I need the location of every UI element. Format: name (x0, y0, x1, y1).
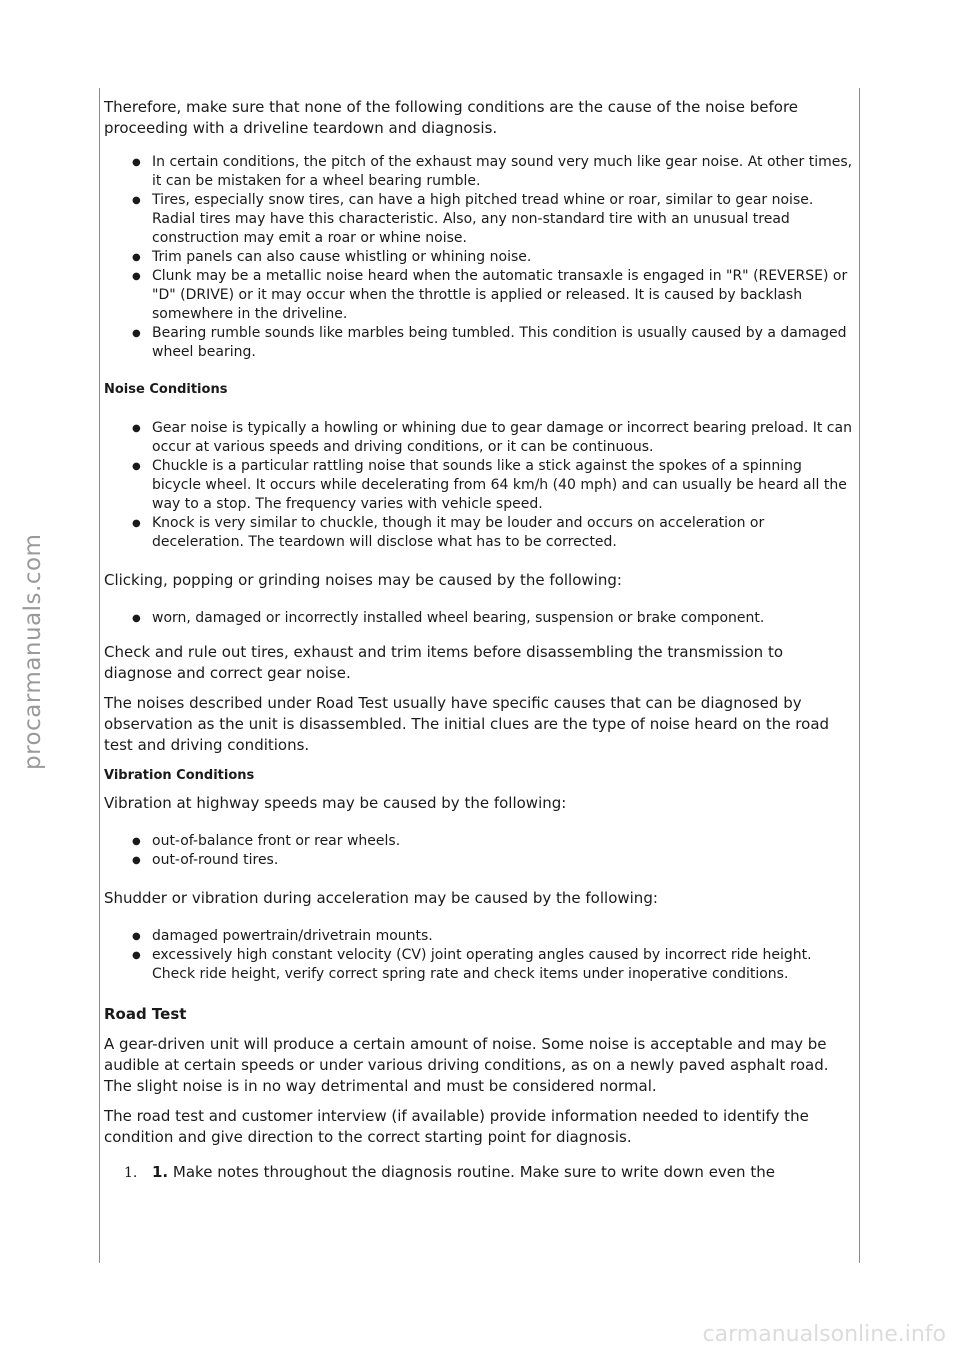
list-item: ● Tires, especially snow tires, can have a high pitched tread whine or roar, similar to gear noise. Radial tires may have this characteristic. Also, any non-standard tire with an unusual tread construction may emit a roar or whine noise. (152, 191, 854, 248)
shudder-list (104, 927, 854, 984)
side-watermark: procarmanuals.com (20, 533, 46, 770)
vibration-paragraph: Vibration at highway speeds may be caused by the following: (104, 794, 567, 812)
list-item: ● out-of-round tires. (152, 851, 854, 870)
list-item: ● Bearing rumble sounds like marbles being tumbled. This condition is usually caused by a damaged wheel bearing. (152, 324, 854, 362)
check-paragraph: Check and rule out tires, exhaust and trim items before disassembling the transmission to diagnose and correct gear noise. (104, 643, 783, 682)
bottom-watermark: carmanualsonline.info (702, 1322, 946, 1347)
clicking-paragraph: Clicking, popping or grinding noises may be caused by the following: (104, 571, 622, 589)
document-body (104, 97, 854, 1183)
noises-paragraph: The noises described under Road Test usually have specific causes that can be diagnosed by observation as the unit is disassembled. The initial clues are the type of noise heard on the road test and driving conditions. (104, 694, 830, 754)
list-item: ● excessively high constant velocity (CV) joint operating angles caused by incorrect ride height. Check ride height, verify correct spring rate and check items under inoperative conditions. (152, 946, 854, 984)
conditions-list (104, 153, 854, 362)
left-rule (99, 88, 100, 1263)
vibration-conditions-heading: Vibration Conditions (104, 768, 255, 783)
intro-paragraph: Therefore, make sure that none of the following conditions are the cause of the noise before proceeding with a driveline teardown and diagnosis. (104, 98, 799, 137)
step-bold-number: 1. (152, 1163, 169, 1181)
list-item: ● Gear noise is typically a howling or whining due to gear damage or incorrect bearing preload. It can occur at various speeds and driving conditions, or it can be continuous. (152, 419, 854, 457)
list-item: ● out-of-balance front or rear wheels. (152, 832, 854, 851)
clicking-list (104, 609, 854, 628)
vibration-list (104, 832, 854, 870)
list-item: ● worn, damaged or incorrectly installed wheel bearing, suspension or brake component. (152, 609, 854, 628)
noise-conditions-heading: Noise Conditions (104, 382, 228, 397)
list-item: ● Knock is very similar to chuckle, though it may be louder and occurs on acceleration or deceleration. The teardown will disclose what has to be corrected. (152, 514, 854, 552)
shudder-paragraph: Shudder or vibration during acceleration may be caused by the following: (104, 889, 658, 907)
list-item: ● damaged powertrain/drivetrain mounts. (152, 927, 854, 946)
noise-list (104, 419, 854, 552)
list-item: ● Trim panels can also cause whistling or whining noise. (152, 248, 854, 267)
road-test-paragraph-2: The road test and customer interview (if available) provide information needed to identify the condition and give direction to the correct starting point for diagnosis. (104, 1107, 809, 1146)
list-item: ● In certain conditions, the pitch of the exhaust may sound very much like gear noise. At other times, it can be mistaken for a wheel bearing rumble. (152, 153, 854, 191)
road-test-paragraph-1: A gear-driven unit will produce a certain amount of noise. Some noise is acceptable and may be audible at certain speeds or under various driving conditions, as on a newly paved asphalt road. The slight noise is in no way detrimental and must be considered normal. (104, 1035, 829, 1095)
list-item: ● Chuckle is a particular rattling noise that sounds like a stick against the spokes of a spinning bicycle wheel. It occurs while decelerating from 64 km/h (40 mph) and can usually be heard all the way to a stop. The frequency varies with vehicle speed. (152, 457, 854, 514)
road-test-heading: Road Test (104, 1005, 187, 1023)
list-item: ● Clunk may be a metallic noise heard when the automatic transaxle is engaged in "R" (REVERSE) or "D" (DRIVE) or it may occur when the throttle is applied or released. It is caused by backlash somewhere in the driveline. (152, 267, 854, 324)
right-rule (859, 88, 860, 1263)
step-1 (104, 1162, 854, 1183)
step-number: 1. (124, 1165, 138, 1181)
step-text: Make notes throughout the diagnosis routine. Make sure to write down even the (168, 1163, 775, 1181)
